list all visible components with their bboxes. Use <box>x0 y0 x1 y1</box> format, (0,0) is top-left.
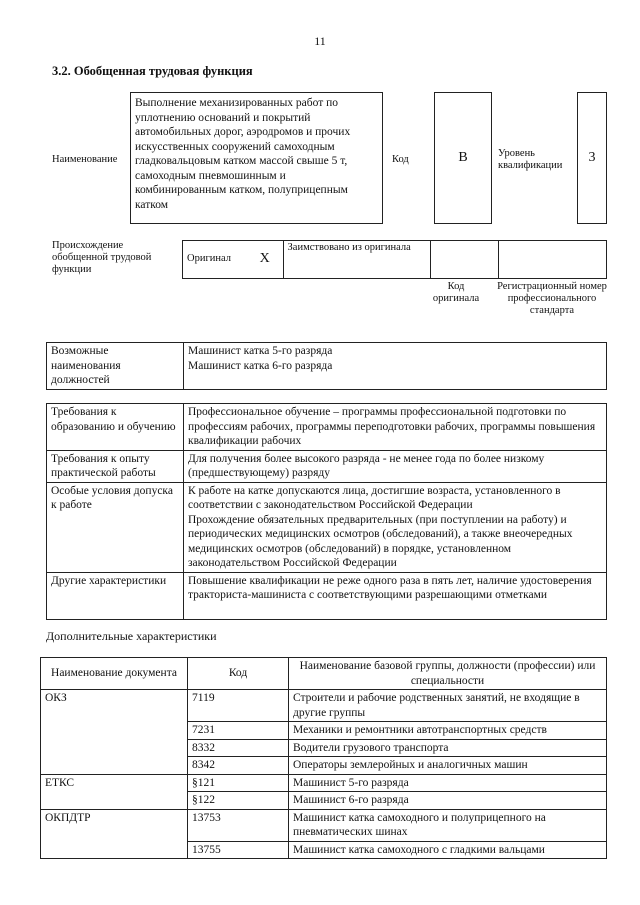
doc-okz: ОКЗ <box>41 690 188 775</box>
row-code: 13753 <box>188 809 289 841</box>
row-code: 8342 <box>188 757 289 775</box>
row-code: 8332 <box>188 739 289 757</box>
row-name: Машинист 5-го разряда <box>289 774 607 792</box>
section-title: 3.2. Обобщенная трудовая функция <box>52 64 253 78</box>
row-name: Механики и ремонтники автотранспортных средств <box>289 722 607 740</box>
row-name: Операторы землеройных и аналогичных машин <box>289 757 607 775</box>
code-value-box <box>434 92 492 224</box>
req-education-label: Требования к образованию и обучению <box>47 404 184 451</box>
page-number: 11 <box>314 34 326 48</box>
row-code: §121 <box>188 774 289 792</box>
code-original-caption: Код оригинала <box>432 281 480 304</box>
requirements-table <box>46 403 607 620</box>
col-name-header: Наименование базовой группы, должности (профессии) или специальности <box>289 658 607 690</box>
name-label: Наименование <box>52 154 118 165</box>
req-education-value: Профессиональное обучение – программы профессиональной подготовки по профессиям рабочих, программы переподготовки рабочих, программы повышения квалификации рабочих <box>184 404 607 451</box>
row-code: §122 <box>188 792 289 810</box>
level-value-box <box>577 92 607 224</box>
name-value: Выполнение механизированных работ по уплотнению оснований и покрытий автомобильных дорог, аэродромов и прочих искусственных сооружений самоходным гладковальцовым катком массой свыше 5 т, самоходным пневмошинным и комбинированным катком, полуприцепным катком <box>135 97 351 211</box>
level-value: 3 <box>588 150 596 165</box>
code-value: B <box>458 150 468 165</box>
col-doc-header: Наименование документа <box>41 658 188 690</box>
positions-label: Возможные наименования должностей <box>47 343 184 390</box>
reg-number-caption: Регистрационный номер профессионального стандарта <box>497 281 607 316</box>
positions-table <box>46 342 607 390</box>
row-code: 7119 <box>188 690 289 722</box>
original-mark: X <box>247 241 283 279</box>
name-value-box <box>130 92 383 224</box>
code-original-cell <box>431 241 499 279</box>
origin-label: Происхождение обобщенной трудовой функции <box>52 240 152 275</box>
req-admission-label: Особые условия допуска к работе <box>47 482 184 572</box>
doc-okpdtr: ОКПДТР <box>41 809 188 859</box>
row-code: 13755 <box>188 841 289 859</box>
req-experience-label: Требования к опыту практической работы <box>47 450 184 482</box>
position-item: Машинист катка 5-го разряда <box>188 345 333 357</box>
position-item: Машинист катка 6-го разряда <box>188 359 333 372</box>
row-name: Машинист катка самоходного с гладкими вальцами <box>289 841 607 859</box>
row-name: Строители и рабочие родственных занятий, не входящие в другие группы <box>289 690 607 722</box>
doc-etks: ЕТКС <box>41 774 188 809</box>
code-label: Код <box>392 154 409 165</box>
row-name: Машинист катка самоходного и полуприцепного на пневматических шинах <box>289 809 607 841</box>
positions-values <box>184 343 607 390</box>
req-admission-value: К работе на катке допускаются лица, достигшие возраста, установленного в соответствии с законодательством Российской Федерации Прохождение обязательных предварительных (при поступлении на работу) и периодических медицинских осмотров (обследований), а также внеочередных медицинских осмотров (обследований) в порядке, установленном законодательством Российской Федерации <box>184 482 607 572</box>
row-name: Машинист 6-го разряда <box>289 792 607 810</box>
original-label: Оригинал <box>183 241 247 279</box>
req-experience-value: Для получения более высокого разряда - не менее года по более низкому (предшествующему) разряду <box>184 450 607 482</box>
req-other-value: Повышение квалификации не реже одного раза в пять лет, наличие удостоверения тракториста-машиниста с соответствующими разрешающими отметками <box>184 572 607 619</box>
row-code: 7231 <box>188 722 289 740</box>
borrowed-label: Заимствовано из оригинала <box>283 241 431 279</box>
reg-number-cell <box>499 241 607 279</box>
level-label: Уровень квалификации <box>498 148 563 171</box>
col-code-header: Код <box>188 658 289 690</box>
req-other-label: Другие характеристики <box>47 572 184 619</box>
additional-table <box>40 657 607 859</box>
additional-heading: Дополнительные характеристики <box>46 629 217 643</box>
origin-table <box>182 240 607 279</box>
row-name: Водители грузового транспорта <box>289 739 607 757</box>
